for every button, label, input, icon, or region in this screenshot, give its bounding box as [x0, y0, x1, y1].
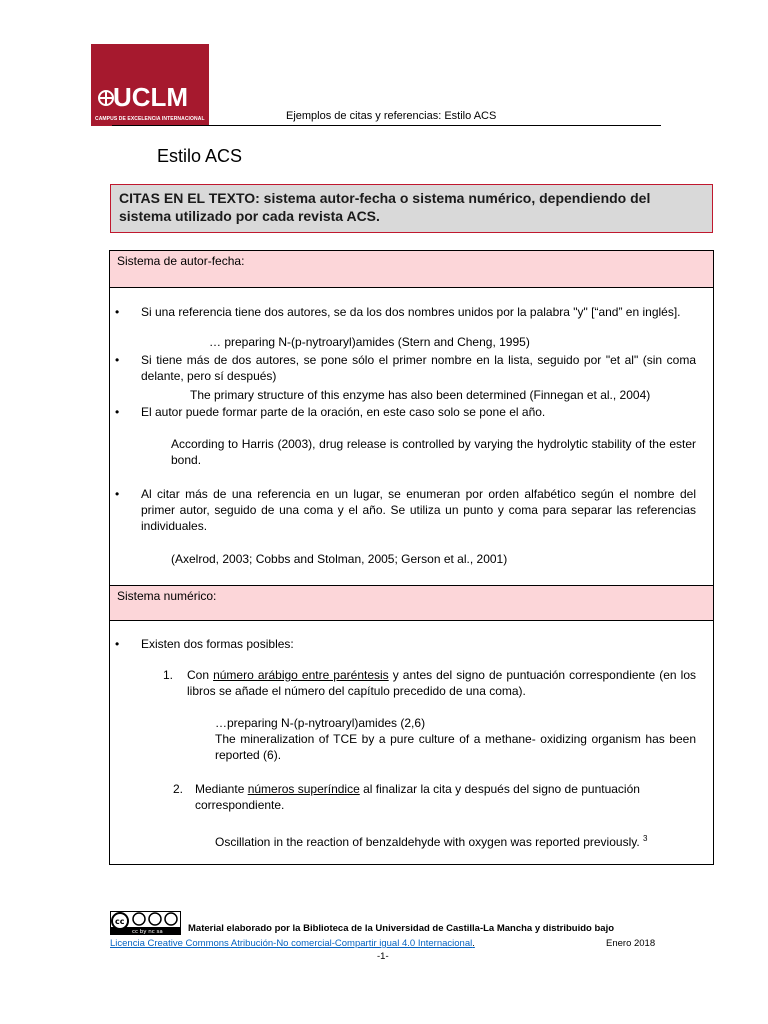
autor-fecha-item-2: Si tiene más de dos autores, se pone sólo el primer nombre en la lista, seguido por "et al" (sin coma delante, pero sí después) — [141, 353, 696, 383]
numerico-item-2-superscript: 3 — [643, 834, 648, 843]
numerico-item-1-pre: Con — [187, 668, 214, 682]
autor-fecha-example-4: (Axelrod, 2003; Cobbs and Stolman, 2005; Gerson et al., 2001) — [171, 552, 508, 566]
citas-box-text: CITAS EN EL TEXTO: sistema autor-fecha o sistema numérico, dependiendo del sistema utilizado por cada revista ACS. — [119, 190, 651, 224]
bullet-icon: • — [115, 487, 120, 501]
numerico-item-2-underlined: números superíndice — [247, 782, 360, 796]
citas-box — [110, 184, 713, 233]
numerico-intro: Existen dos formas posibles: — [141, 637, 294, 651]
autor-fecha-example-3: According to Harris (2003), drug release is controlled by varying the hydrolytic stability of the ester bond. — [171, 437, 696, 467]
document-title: Estilo ACS — [157, 146, 243, 166]
numerico-heading — [110, 586, 713, 621]
bullet-icon: • — [115, 305, 120, 319]
numerico-item-1-post: y antes del signo de puntuación correspondiente (en los libros se añade el número del capítulo precedido de una coma). — [187, 668, 696, 698]
numerico-item-2-example — [215, 831, 647, 850]
bullet-icon: • — [115, 637, 120, 651]
autor-fecha-heading-text: Sistema de autor-fecha: — [117, 254, 245, 268]
numerico-body — [110, 621, 713, 864]
numerico-item-1-number: 1. — [163, 668, 174, 682]
numerico-item-1 — [187, 667, 696, 699]
bullet-icon: • — [115, 353, 120, 367]
numerico-item-2 — [195, 781, 696, 813]
license-link[interactable] — [110, 938, 475, 949]
cc-label: cc by nc sa — [132, 929, 163, 935]
citation-table — [109, 250, 714, 865]
svg-text:cc: cc — [115, 917, 125, 926]
numerico-item-2-pre: Mediante — [195, 782, 248, 796]
autor-fecha-example-2: The primary structure of this enzyme has also been determined (Finnegan et al., 2004) — [190, 388, 651, 402]
numerico-heading-text: Sistema numérico: — [117, 589, 217, 603]
header-title: Ejemplos de citas y referencias: Estilo ACS — [286, 110, 497, 122]
numerico-item-1-example-2: The mineralization of TCE by a pure culture of a methane- oxidizing organism has been reported (6). — [215, 732, 696, 762]
uclm-logo — [91, 44, 209, 126]
numerico-item-1-underlined: número arábigo entre paréntesis — [213, 668, 389, 682]
numerico-item-2-example-text: Oscillation in the reaction of benzaldehyde with oxygen was reported previously. — [215, 835, 640, 849]
autor-fecha-example-1: … preparing N-(p-nytroaryl)amides (Stern and Cheng, 1995) — [209, 335, 530, 349]
autor-fecha-item-3: El autor puede formar parte de la oración, en este caso solo se pone el año. — [141, 405, 546, 419]
creative-commons-icon — [110, 911, 181, 935]
logo-subtitle: CAMPUS DE EXCELENCIA INTERNACIONAL — [95, 116, 205, 122]
autor-fecha-item-4: Al citar más de una referencia en un lugar, se enumeran por orden alfabético según el nombre del primer autor, seguido de una coma y el año. Se utiliza un punto y coma para separar las referencias individuales. — [141, 487, 696, 533]
numerico-item-2-number: 2. — [173, 782, 184, 796]
autor-fecha-body — [110, 288, 713, 585]
autor-fecha-item-1: Si una referencia tiene dos autores, se da los dos nombres unidos por la palabra "y" [“and” en inglés]. — [141, 305, 681, 319]
autor-fecha-heading — [110, 251, 713, 288]
bullet-icon: • — [115, 405, 120, 419]
logo-text: UCLM — [113, 82, 189, 112]
numerico-item-1-example-1: …preparing N-(p-nytroaryl)amides (2,6) — [215, 716, 426, 730]
license-link-text[interactable]: Licencia Creative Commons Atribución-No comercial-Compartir igual 4.0 Internacional — [110, 938, 473, 949]
footer-attribution: Material elaborado por la Biblioteca de la Universidad de Castilla-La Mancha y distribuido bajo — [188, 923, 615, 934]
page-number: -1- — [377, 951, 389, 962]
footer-date: Enero 2018 — [606, 938, 656, 949]
license-link-suffix: . — [472, 938, 475, 949]
numerico-item-2-post: al finalizar la cita y después del signo de puntuación correspondiente. — [195, 782, 640, 812]
header-rule — [112, 125, 661, 126]
